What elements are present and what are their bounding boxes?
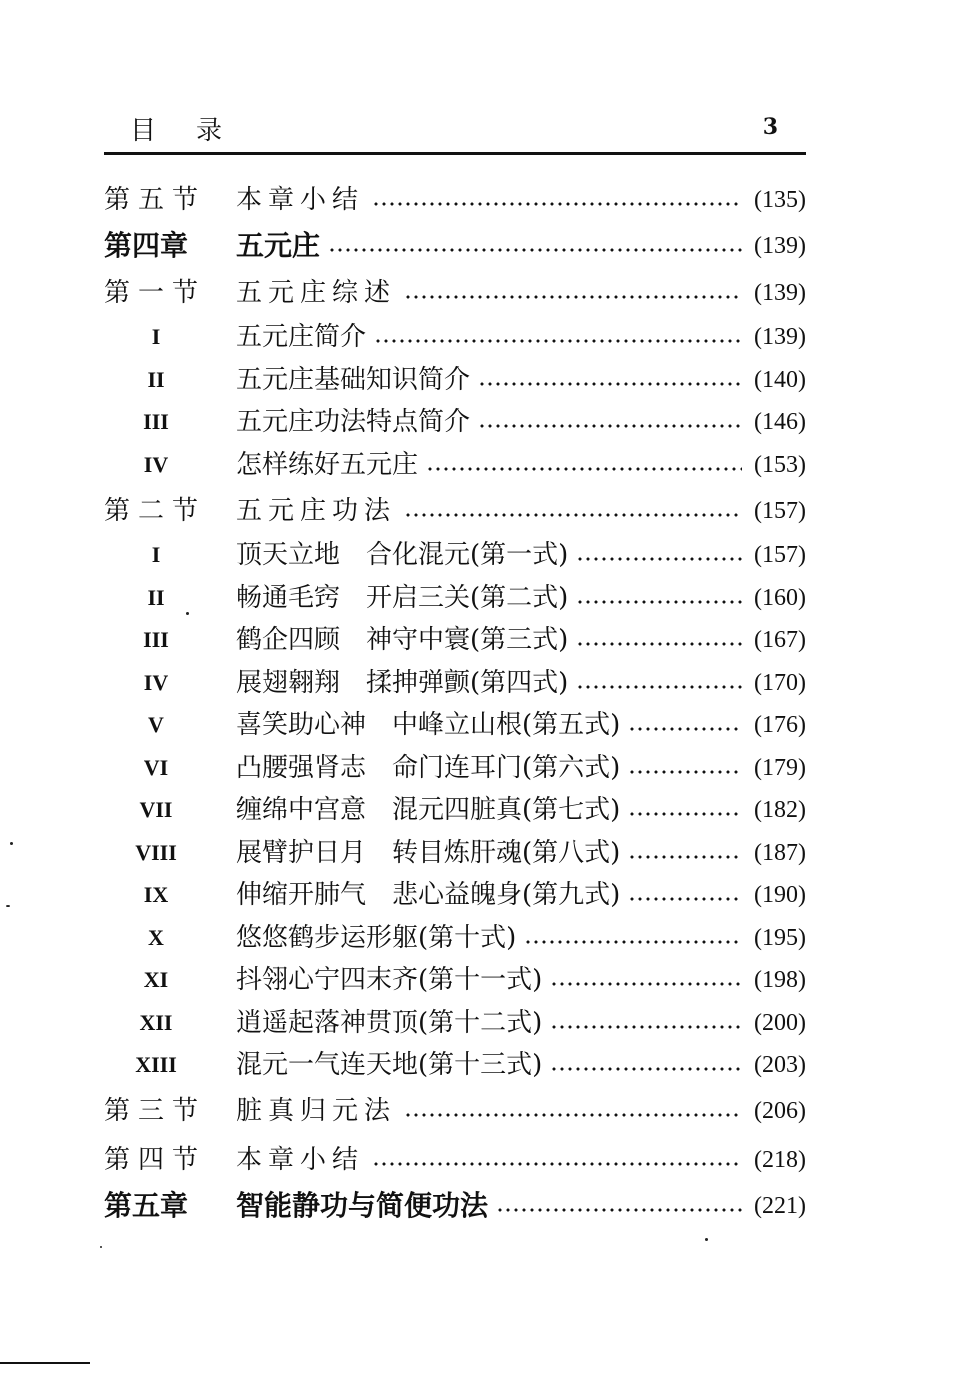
- toc-title: 本章小结: [236, 185, 365, 215]
- toc-page: (170): [754, 670, 806, 696]
- dot-leader: [576, 684, 742, 690]
- toc-title: 逍遥起落神贯顶(第十二式): [236, 1008, 543, 1038]
- toc-label: 第五章: [104, 1189, 189, 1222]
- scan-edge-line: [0, 1362, 90, 1364]
- toc-entry[interactable]: [104, 790, 806, 830]
- dot-leader: [576, 556, 742, 562]
- toc-title: 展翅翱翔 揉抻弹颤(第四式): [236, 668, 569, 698]
- toc-label: VIII: [135, 840, 177, 865]
- toc-title: 抖翎心宁四末齐(第十一式): [236, 965, 543, 995]
- toc-title: 智能静功与简便功法: [236, 1189, 489, 1222]
- toc-label: IV: [143, 670, 169, 695]
- toc-label: XI: [143, 967, 169, 992]
- toc-label: V: [148, 712, 164, 737]
- toc-page: (157): [754, 498, 806, 524]
- toc-label: 第四章: [104, 229, 189, 262]
- toc-page: (218): [754, 1147, 806, 1173]
- toc-page: (139): [754, 233, 806, 259]
- toc-title: 本章小结: [236, 1145, 365, 1175]
- dot-leader: [478, 381, 742, 387]
- toc-page: (200): [754, 1010, 806, 1036]
- toc-entry[interactable]: [104, 445, 806, 485]
- toc-title: 五元庄功法特点简介: [236, 407, 471, 437]
- toc-label: XIII: [135, 1052, 177, 1077]
- toc-entry[interactable]: [104, 226, 806, 266]
- toc-entry[interactable]: [104, 578, 806, 618]
- toc-entry[interactable]: [104, 535, 806, 575]
- toc-label: 第二节: [104, 496, 207, 526]
- dot-leader: [628, 854, 742, 860]
- toc-label: III: [143, 409, 169, 434]
- toc-title: 悠悠鹤步运形躯(第十式): [236, 923, 517, 953]
- dot-leader: [524, 939, 742, 945]
- toc-page: (203): [754, 1052, 806, 1078]
- toc-entry[interactable]: [104, 1003, 806, 1043]
- dot-leader: [404, 294, 742, 300]
- toc-entry[interactable]: [104, 833, 806, 873]
- toc-page: (153): [754, 452, 806, 478]
- toc-page: (160): [754, 585, 806, 611]
- toc-entry[interactable]: [104, 402, 806, 442]
- toc-page: (221): [754, 1193, 806, 1219]
- dot-leader: [404, 512, 742, 518]
- toc-entry[interactable]: [104, 960, 806, 1000]
- dot-leader: [628, 896, 742, 902]
- dot-leader: [550, 981, 742, 987]
- toc-page: (195): [754, 925, 806, 951]
- scan-speck: [186, 612, 189, 615]
- scan-speck: [10, 842, 13, 845]
- dot-leader: [576, 641, 742, 647]
- toc-title: 怎样练好五元庄: [236, 450, 419, 480]
- dot-leader: [328, 247, 742, 253]
- toc-entry[interactable]: [104, 663, 806, 703]
- toc-label: I: [151, 542, 161, 567]
- toc-page: (157): [754, 542, 806, 568]
- toc-page: (206): [754, 1098, 806, 1124]
- toc-title: 五元庄: [236, 229, 321, 262]
- toc-entry[interactable]: [104, 317, 806, 357]
- toc-title: 五元庄基础知识简介: [236, 365, 471, 395]
- toc-page: (139): [754, 324, 806, 350]
- toc-title: 鹤企四顾 神守中寰(第三式): [236, 625, 569, 655]
- toc-page: (190): [754, 882, 806, 908]
- toc-entry[interactable]: [104, 273, 806, 313]
- dot-leader: [426, 466, 742, 472]
- toc-entry[interactable]: [104, 748, 806, 788]
- toc-title: 喜笑助心神 中峰立山根(第五式): [236, 710, 621, 740]
- toc-entry[interactable]: [104, 875, 806, 915]
- toc-title: 凸腰强肾志 命门连耳门(第六式): [236, 753, 621, 783]
- toc-label: III: [143, 627, 169, 652]
- dot-leader: [628, 769, 742, 775]
- toc-title: 展臂护日月 转目炼肝魂(第八式): [236, 838, 621, 868]
- toc-label: 第三节: [104, 1096, 207, 1126]
- toc-page: (167): [754, 627, 806, 653]
- toc-page: (179): [754, 755, 806, 781]
- page-number: 3: [762, 114, 778, 140]
- dot-leader: [374, 338, 742, 344]
- toc-label: VII: [139, 797, 173, 822]
- toc-entry[interactable]: [104, 1140, 806, 1180]
- toc-entry[interactable]: [104, 491, 806, 531]
- dot-leader: [404, 1112, 742, 1118]
- toc-label: 第四节: [104, 1145, 207, 1175]
- toc-label: I: [151, 324, 161, 349]
- toc-label: 第一节: [104, 278, 207, 308]
- dot-leader: [550, 1024, 742, 1030]
- toc-entry[interactable]: [104, 620, 806, 660]
- toc-page: (182): [754, 797, 806, 823]
- toc-title: 五元庄简介: [236, 322, 367, 352]
- toc-title: 畅通毛窍 开启三关(第二式): [236, 583, 569, 613]
- dot-leader: [478, 423, 742, 429]
- toc-label: X: [148, 925, 164, 950]
- toc-title: 伸缩开肺气 悲心益魄身(第九式): [236, 880, 621, 910]
- toc-page: (135): [754, 187, 806, 213]
- toc-page: (140): [754, 367, 806, 393]
- running-title: 目录: [130, 116, 263, 146]
- toc-entry[interactable]: [104, 918, 806, 958]
- toc-label: XII: [139, 1010, 173, 1035]
- toc-label: IV: [143, 452, 169, 477]
- dot-leader: [576, 599, 742, 605]
- dot-leader: [372, 201, 742, 207]
- toc-title: 五元庄功法: [236, 496, 397, 526]
- toc-entry[interactable]: [104, 360, 806, 400]
- dot-leader: [628, 726, 742, 732]
- toc-label: II: [147, 585, 165, 610]
- toc-entry[interactable]: [104, 180, 806, 220]
- scan-speck: [100, 1246, 102, 1248]
- dot-leader: [372, 1161, 742, 1167]
- toc-page: (198): [754, 967, 806, 993]
- toc-title: 脏真归元法: [236, 1096, 397, 1126]
- toc-label: IX: [143, 882, 169, 907]
- toc-title: 五元庄综述: [236, 278, 397, 308]
- toc-label: 第五节: [104, 185, 207, 215]
- scan-speck: [6, 905, 10, 907]
- dot-leader: [550, 1066, 742, 1072]
- toc-label: VI: [143, 755, 169, 780]
- toc-page: (139): [754, 280, 806, 306]
- toc-label: II: [147, 367, 165, 392]
- toc-page: (187): [754, 840, 806, 866]
- toc-title: 混元一气连天地(第十三式): [236, 1050, 543, 1080]
- toc-entry[interactable]: [104, 1045, 806, 1085]
- toc-title: 缠绵中宫意 混元四脏真(第七式): [236, 795, 621, 825]
- dot-leader: [496, 1207, 742, 1213]
- toc-entry[interactable]: [104, 705, 806, 745]
- toc-entry[interactable]: [104, 1091, 806, 1131]
- scan-speck: [705, 1238, 708, 1241]
- toc-entry[interactable]: [104, 1186, 806, 1226]
- dot-leader: [628, 811, 742, 817]
- toc-page: (146): [754, 409, 806, 435]
- toc-page: (176): [754, 712, 806, 738]
- toc-title: 顶天立地 合化混元(第一式): [236, 540, 569, 570]
